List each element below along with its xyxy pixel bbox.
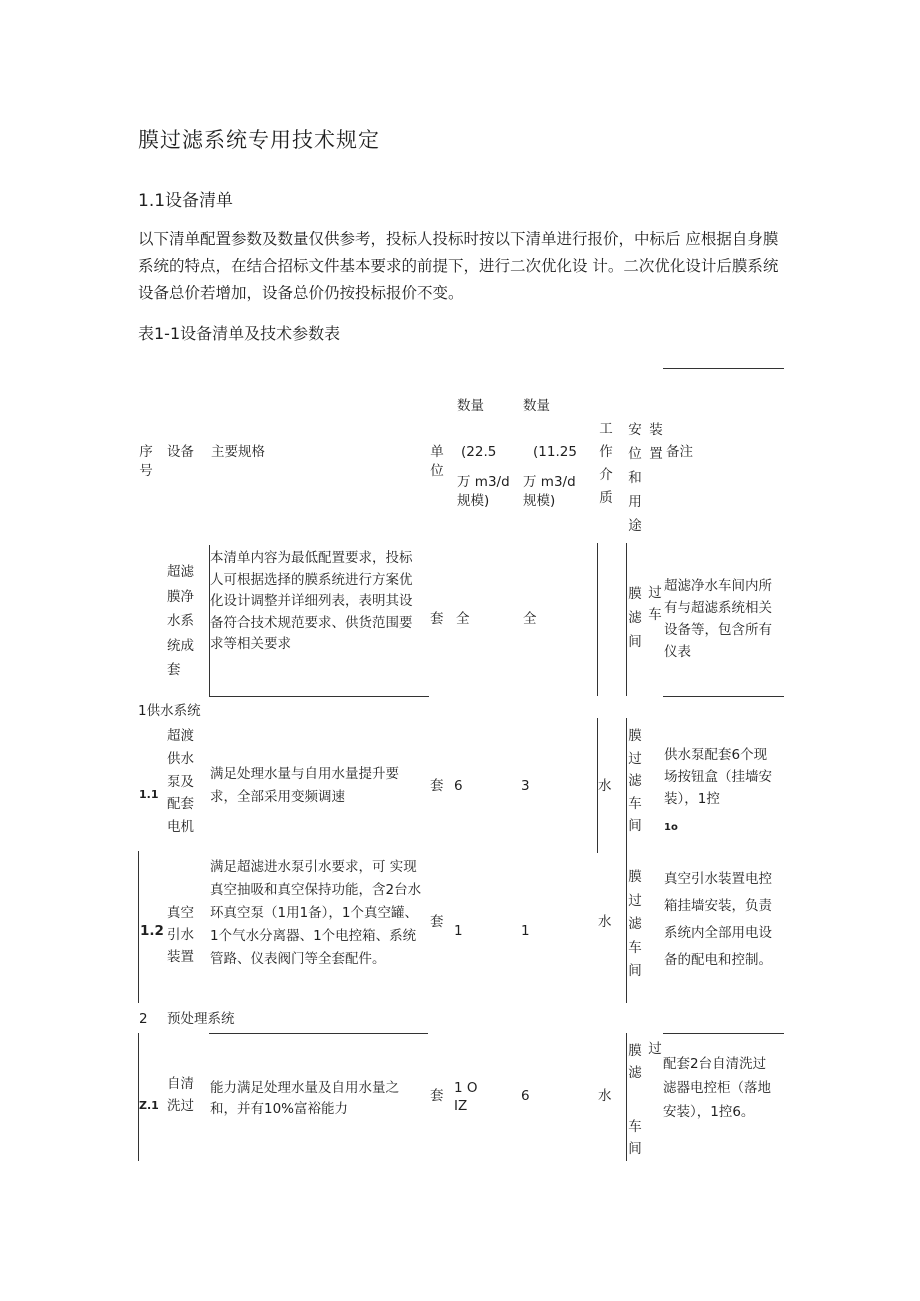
r1-1-unit: 套 <box>430 778 444 794</box>
r2-1-medium: 水 <box>598 1088 612 1104</box>
r1-2-qty2: 1 <box>521 923 530 939</box>
r0-spec: 本清单内容为最低配置要求，投标人可根据选择的膜系统进行方案优化设计调整并详细列表，表明其设备符合技术规范要求、供货范围要求等相关要求 <box>210 550 413 652</box>
header-qty-value-1: (22.5 <box>461 444 497 460</box>
r2-1-qty1: 1 O IZ <box>454 1080 478 1114</box>
rule-medium-right-a <box>626 543 627 696</box>
header-unit: 单位 <box>430 444 444 479</box>
header-install-a: 安位和用途 <box>628 422 642 534</box>
r0-loc-a: 膜滤间 <box>628 586 642 650</box>
r2-1-seq: Z.1 <box>139 1099 159 1112</box>
header-qty-scale-2: 万 m3/d规模) <box>523 474 576 509</box>
header-spec: 主要规格 <box>211 444 265 460</box>
rule-top-right <box>663 368 784 369</box>
rule-seq-left-b <box>138 851 139 1003</box>
r1-1-device: 超渡供水泵及配套电机 <box>167 728 194 836</box>
r1-2-remark: 真空引水装置电控箱挂墙安装，负责系统内全部用电设备的配电和控制。 <box>664 871 772 968</box>
section-heading: 1.1设备清单 <box>138 191 234 211</box>
header-qty-scale-1: 万 m3/d规模) <box>457 474 510 509</box>
r1-2-seq: 1.2 <box>140 923 164 939</box>
r2-1-loc-a: 膜滤 <box>628 1043 642 1081</box>
page-title: 膜过滤系统专用技术规定 <box>138 128 380 152</box>
r2-1-device: 自清洗过 <box>167 1076 194 1114</box>
header-medium: 工作介质 <box>599 421 613 506</box>
header-device: 设备 <box>167 444 194 460</box>
r1-1-medium: 水 <box>598 778 612 794</box>
header-remark: 备注 <box>666 444 693 460</box>
r2-1-loc-c: 车间 <box>628 1119 642 1157</box>
r2-1-qty2: 6 <box>521 1088 530 1104</box>
group-1-label: 1供水系统 <box>138 703 201 719</box>
header-qty-value-2: (11.25 <box>533 444 577 460</box>
r1-2-loc: 膜过滤车间 <box>628 869 642 979</box>
r2-1-spec: 能力满足处理水量及自用水量之和，并有10%富裕能力 <box>210 1080 399 1117</box>
r0-loc-b: 过车 <box>648 585 662 623</box>
r0-qty2: 全 <box>523 611 537 627</box>
r0-device: 超滤膜净水系统成套 <box>167 564 194 678</box>
header-install-b: 装置 <box>649 422 663 462</box>
r1-1-loc: 膜过滤车间 <box>628 728 642 834</box>
r1-1-qty1: 6 <box>454 778 463 794</box>
r1-1-spec: 满足处理水量与自用水量提升要求，全部采用变频调速 <box>210 766 399 805</box>
group-2-label: 预处理系统 <box>167 1011 235 1027</box>
header-qty-label-2: 数量 <box>523 398 550 414</box>
r1-2-qty1: 1 <box>454 923 463 939</box>
r1-2-spec: 满足超滤进水泵引水要求，可 实现真空抽吸和真空保持功能，含2台水环真空泵（1用1备），1个真空罐、1个气水分离器、1个电控箱、系统管路、仪表阀门等全套配件。 <box>210 859 422 967</box>
rule-r0-spec <box>209 696 429 697</box>
r1-1-qty2: 3 <box>521 778 530 794</box>
group-2-number: 2 <box>139 1011 148 1027</box>
rule-medium-left-a <box>597 543 598 696</box>
rule-g2-remark <box>663 1033 784 1034</box>
r1-2-device: 真空引水装置 <box>167 905 194 965</box>
r2-1-unit: 套 <box>430 1088 444 1104</box>
r1-2-medium: 水 <box>598 914 612 930</box>
header-qty-label-1: 数量 <box>457 398 484 414</box>
r0-qty1: 全 <box>456 611 470 627</box>
r1-1-seq: 1.1 <box>139 788 159 801</box>
r1-1-remark-tail: 1o <box>664 822 678 833</box>
table-caption: 表1-1设备清单及技术参数表 <box>138 324 341 343</box>
rule-g2-spec <box>209 1033 428 1034</box>
intro-paragraph: 以下清单配置参数及数量仅供参考，投标人投标时按以下清单进行报价，中标后 应根据自身膜系统的特点，在结合招标文件基本要求的前提下，进行二次优化设 计。二次优化设计后膜系统设备总价若增加，设备总价仍按投标报价不变。 <box>138 230 779 302</box>
r2-1-loc-b: 过 <box>648 1041 662 1057</box>
header-seq: 序号 <box>139 444 153 479</box>
r2-1-remark: 配套2台自清洗过滤器电控柜（落地安装），1控6。 <box>663 1056 771 1120</box>
r1-1-remark: 供水泵配套6个现场按钮盒（挂墙安装），1控 <box>664 747 772 807</box>
r0-remark: 超滤净水车间内所有与超滤系统相关设备等，包含所有仪表 <box>664 578 772 660</box>
r0-unit: 套 <box>430 611 444 627</box>
rule-r0-remark <box>663 696 784 697</box>
r1-2-unit: 套 <box>430 914 444 930</box>
